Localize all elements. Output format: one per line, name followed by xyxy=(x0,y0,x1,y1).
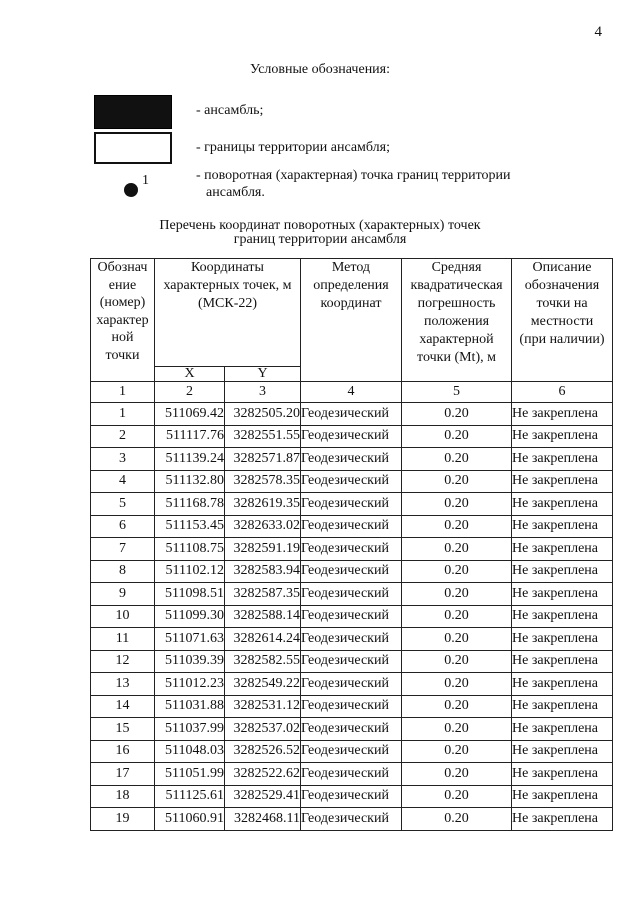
table-title-line2: границ территории ансамбля xyxy=(233,232,407,247)
description-cell: Не закреплена xyxy=(512,425,613,448)
header-coordinates-line: (МСК-22) xyxy=(197,296,258,311)
mean-error-cell: 0.20 xyxy=(402,538,512,561)
method-cell: Геодезический xyxy=(301,605,402,628)
method-cell: Геодезический xyxy=(301,538,402,561)
mean-error-cell: 0.20 xyxy=(402,425,512,448)
header-method-line: определения xyxy=(313,278,389,293)
mean-error-cell: 0.20 xyxy=(402,673,512,696)
method-cell: Геодезический xyxy=(301,493,402,516)
mean-error-cell: 0.20 xyxy=(402,403,512,426)
legend-boundary-text: - границы территории ансамбля; xyxy=(196,140,390,155)
y-coordinate-cell: 3282505.20 xyxy=(225,403,301,426)
description-cell: Не закреплена xyxy=(512,650,613,673)
y-coordinate-cell: 3282587.35 xyxy=(225,583,301,606)
coordinates-table xyxy=(90,258,613,831)
table-row xyxy=(91,605,613,628)
method-cell: Геодезический xyxy=(301,740,402,763)
table-row xyxy=(91,538,613,561)
method-cell: Геодезический xyxy=(301,718,402,741)
y-coordinate-cell: 3282531.12 xyxy=(225,695,301,718)
description-cell: Не закреплена xyxy=(512,718,613,741)
method-cell: Геодезический xyxy=(301,403,402,426)
x-coordinate-cell: 511069.42 xyxy=(155,403,225,426)
table-title xyxy=(0,219,640,247)
description-cell: Не закреплена xyxy=(512,583,613,606)
header-description-line: местности xyxy=(530,314,594,329)
y-coordinate-cell: 3282582.55 xyxy=(225,650,301,673)
header-point-number-line: точки xyxy=(105,347,140,363)
y-coordinate-cell: 3282551.55 xyxy=(225,425,301,448)
header-mean-error-line: квадратическая xyxy=(410,278,503,293)
method-cell: Геодезический xyxy=(301,583,402,606)
x-coordinate-cell: 511037.99 xyxy=(155,718,225,741)
point-number-cell: 14 xyxy=(91,695,155,718)
x-coordinate-cell: 511098.51 xyxy=(155,583,225,606)
point-number-cell: 12 xyxy=(91,650,155,673)
method-cell: Геодезический xyxy=(301,628,402,651)
point-number-cell: 16 xyxy=(91,740,155,763)
point-number-cell: 15 xyxy=(91,718,155,741)
x-coordinate-cell: 511168.78 xyxy=(155,493,225,516)
y-coordinate-cell: 3282571.87 xyxy=(225,448,301,471)
description-cell: Не закреплена xyxy=(512,403,613,426)
header-description-line: (при наличии) xyxy=(519,332,605,347)
description-cell: Не закреплена xyxy=(512,515,613,538)
x-coordinate-cell: 511102.12 xyxy=(155,560,225,583)
description-cell: Не закреплена xyxy=(512,538,613,561)
point-number-cell: 17 xyxy=(91,763,155,786)
table-row xyxy=(91,448,613,471)
header-mean-error-line: положения xyxy=(423,314,490,329)
y-coordinate-cell: 3282619.35 xyxy=(225,493,301,516)
table-row xyxy=(91,560,613,583)
header-description-line: Описание xyxy=(532,260,592,275)
description-cell: Не закреплена xyxy=(512,605,613,628)
mean-error-cell: 0.20 xyxy=(402,605,512,628)
mean-error-cell: 0.20 xyxy=(402,718,512,741)
legend-title: Условные обозначения: xyxy=(249,62,391,77)
table-row xyxy=(91,650,613,673)
header-description-line: точки на xyxy=(536,296,588,311)
description-cell: Не закреплена xyxy=(512,470,613,493)
table-title-line1: Перечень координат поворотных (характерных) точек xyxy=(159,218,481,233)
description-cell: Не закреплена xyxy=(512,808,613,831)
header-y: Y xyxy=(225,367,301,382)
x-coordinate-cell: 511139.24 xyxy=(155,448,225,471)
y-coordinate-cell: 3282588.14 xyxy=(225,605,301,628)
mean-error-cell: 0.20 xyxy=(402,650,512,673)
header-coordinates-line: характерных точек, м xyxy=(163,278,292,293)
table-row xyxy=(91,763,613,786)
y-coordinate-cell: 3282614.24 xyxy=(225,628,301,651)
description-cell: Не закреплена xyxy=(512,785,613,808)
method-cell: Геодезический xyxy=(301,785,402,808)
mean-error-cell: 0.20 xyxy=(402,448,512,471)
point-number-cell: 19 xyxy=(91,808,155,831)
mean-error-cell: 0.20 xyxy=(402,493,512,516)
mean-error-cell: 0.20 xyxy=(402,470,512,493)
mean-error-cell: 0.20 xyxy=(402,785,512,808)
x-coordinate-cell: 511099.30 xyxy=(155,605,225,628)
description-cell: Не закреплена xyxy=(512,763,613,786)
x-coordinate-cell: 511153.45 xyxy=(155,515,225,538)
table-row xyxy=(91,403,613,426)
x-coordinate-cell: 511039.39 xyxy=(155,650,225,673)
method-cell: Геодезический xyxy=(301,515,402,538)
point-number-cell: 7 xyxy=(91,538,155,561)
x-coordinate-cell: 511071.63 xyxy=(155,628,225,651)
table-row xyxy=(91,808,613,831)
y-coordinate-cell: 3282583.94 xyxy=(225,560,301,583)
header-point-number-line: ной xyxy=(111,330,134,345)
table-row xyxy=(91,785,613,808)
description-cell: Не закреплена xyxy=(512,673,613,696)
y-coordinate-cell: 3282578.35 xyxy=(225,470,301,493)
mean-error-cell: 0.20 xyxy=(402,560,512,583)
table-row xyxy=(91,718,613,741)
ensemble-symbol xyxy=(94,95,172,129)
description-cell: Не закреплена xyxy=(512,448,613,471)
y-coordinate-cell: 3282549.22 xyxy=(225,673,301,696)
turning-point-symbol-label: 1 xyxy=(142,173,149,188)
y-coordinate-cell: 3282526.52 xyxy=(225,740,301,763)
table-row xyxy=(91,673,613,696)
header-point-number-line: (номер) xyxy=(99,295,146,310)
x-coordinate-cell: 511048.03 xyxy=(155,740,225,763)
header-coordinates xyxy=(155,259,301,367)
y-coordinate-cell: 3282468.11 xyxy=(225,808,301,831)
point-number-cell: 9 xyxy=(91,583,155,606)
legend-turning-point-line1: - поворотная (характерная) точка границ территории xyxy=(196,168,511,183)
territory-boundary-symbol xyxy=(94,132,172,164)
x-coordinate-cell: 511117.76 xyxy=(155,425,225,448)
x-coordinate-cell: 511051.99 xyxy=(155,763,225,786)
table-row xyxy=(91,695,613,718)
coordinates-table-body xyxy=(91,403,613,831)
table-row xyxy=(91,470,613,493)
header-point-number-line: Обознач xyxy=(97,260,148,275)
mean-error-cell: 0.20 xyxy=(402,808,512,831)
method-cell: Геодезический xyxy=(301,650,402,673)
mean-error-cell: 0.20 xyxy=(402,628,512,651)
y-coordinate-cell: 3282529.41 xyxy=(225,785,301,808)
header-description xyxy=(512,259,613,382)
method-cell: Геодезический xyxy=(301,695,402,718)
table-row xyxy=(91,583,613,606)
column-number: 1 xyxy=(91,382,155,403)
point-number-cell: 4 xyxy=(91,470,155,493)
mean-error-cell: 0.20 xyxy=(402,763,512,786)
table-row xyxy=(91,740,613,763)
header-coordinates-line: Координаты xyxy=(191,260,264,275)
x-coordinate-cell: 511060.91 xyxy=(155,808,225,831)
point-number-cell: 3 xyxy=(91,448,155,471)
header-point-number-line: ение xyxy=(108,277,137,293)
method-cell: Геодезический xyxy=(301,470,402,493)
header-description-line: обозначения xyxy=(524,278,600,293)
table-row xyxy=(91,493,613,516)
page-number: 4 xyxy=(594,24,602,40)
x-coordinate-cell: 511132.80 xyxy=(155,470,225,493)
table-row xyxy=(91,628,613,651)
header-point-number xyxy=(91,259,155,382)
column-numbers-row xyxy=(91,382,613,403)
header-x: X xyxy=(155,367,225,382)
method-cell: Геодезический xyxy=(301,808,402,831)
description-cell: Не закреплена xyxy=(512,560,613,583)
table-row xyxy=(91,515,613,538)
column-number: 4 xyxy=(301,382,402,403)
y-coordinate-cell: 3282633.02 xyxy=(225,515,301,538)
point-number-cell: 18 xyxy=(91,785,155,808)
legend-turning-point-line2: ансамбля. xyxy=(206,185,265,200)
column-number: 5 xyxy=(402,382,512,403)
point-number-cell: 5 xyxy=(91,493,155,516)
description-cell: Не закреплена xyxy=(512,628,613,651)
point-number-cell: 1 xyxy=(91,403,155,426)
x-coordinate-cell: 511031.88 xyxy=(155,695,225,718)
y-coordinate-cell: 3282537.02 xyxy=(225,718,301,741)
mean-error-cell: 0.20 xyxy=(402,695,512,718)
header-mean-error-line: точки (Mt), м xyxy=(417,350,496,365)
column-number: 6 xyxy=(512,382,613,403)
point-number-cell: 8 xyxy=(91,560,155,583)
method-cell: Геодезический xyxy=(301,763,402,786)
description-cell: Не закреплена xyxy=(512,493,613,516)
method-cell: Геодезический xyxy=(301,560,402,583)
description-cell: Не закреплена xyxy=(512,740,613,763)
point-number-cell: 10 xyxy=(91,605,155,628)
x-coordinate-cell: 511108.75 xyxy=(155,538,225,561)
method-cell: Геодезический xyxy=(301,673,402,696)
legend-ensemble-text: - ансамбль; xyxy=(196,103,264,118)
column-number: 2 xyxy=(155,382,225,403)
table-row xyxy=(91,425,613,448)
method-cell: Геодезический xyxy=(301,448,402,471)
column-number: 3 xyxy=(225,382,301,403)
legend-turning-point-text xyxy=(196,167,511,201)
x-coordinate-cell: 511125.61 xyxy=(155,785,225,808)
point-number-cell: 13 xyxy=(91,673,155,696)
header-mean-error-line: Средняя xyxy=(431,260,482,275)
point-number-cell: 6 xyxy=(91,515,155,538)
header-method-line: координат xyxy=(320,296,382,311)
header-point-number-line: характер xyxy=(96,312,149,328)
y-coordinate-cell: 3282591.19 xyxy=(225,538,301,561)
header-method-line: Метод xyxy=(331,260,371,275)
description-cell: Не закреплена xyxy=(512,695,613,718)
mean-error-cell: 0.20 xyxy=(402,740,512,763)
point-number-cell: 11 xyxy=(91,628,155,651)
y-coordinate-cell: 3282522.62 xyxy=(225,763,301,786)
turning-point-symbol xyxy=(124,183,138,197)
header-mean-error-line: характерной xyxy=(419,332,494,347)
header-mean-error xyxy=(402,259,512,382)
header-method xyxy=(301,259,402,382)
x-coordinate-cell: 511012.23 xyxy=(155,673,225,696)
point-number-cell: 2 xyxy=(91,425,155,448)
mean-error-cell: 0.20 xyxy=(402,583,512,606)
header-mean-error-line: погрешность xyxy=(417,296,496,311)
mean-error-cell: 0.20 xyxy=(402,515,512,538)
method-cell: Геодезический xyxy=(301,425,402,448)
